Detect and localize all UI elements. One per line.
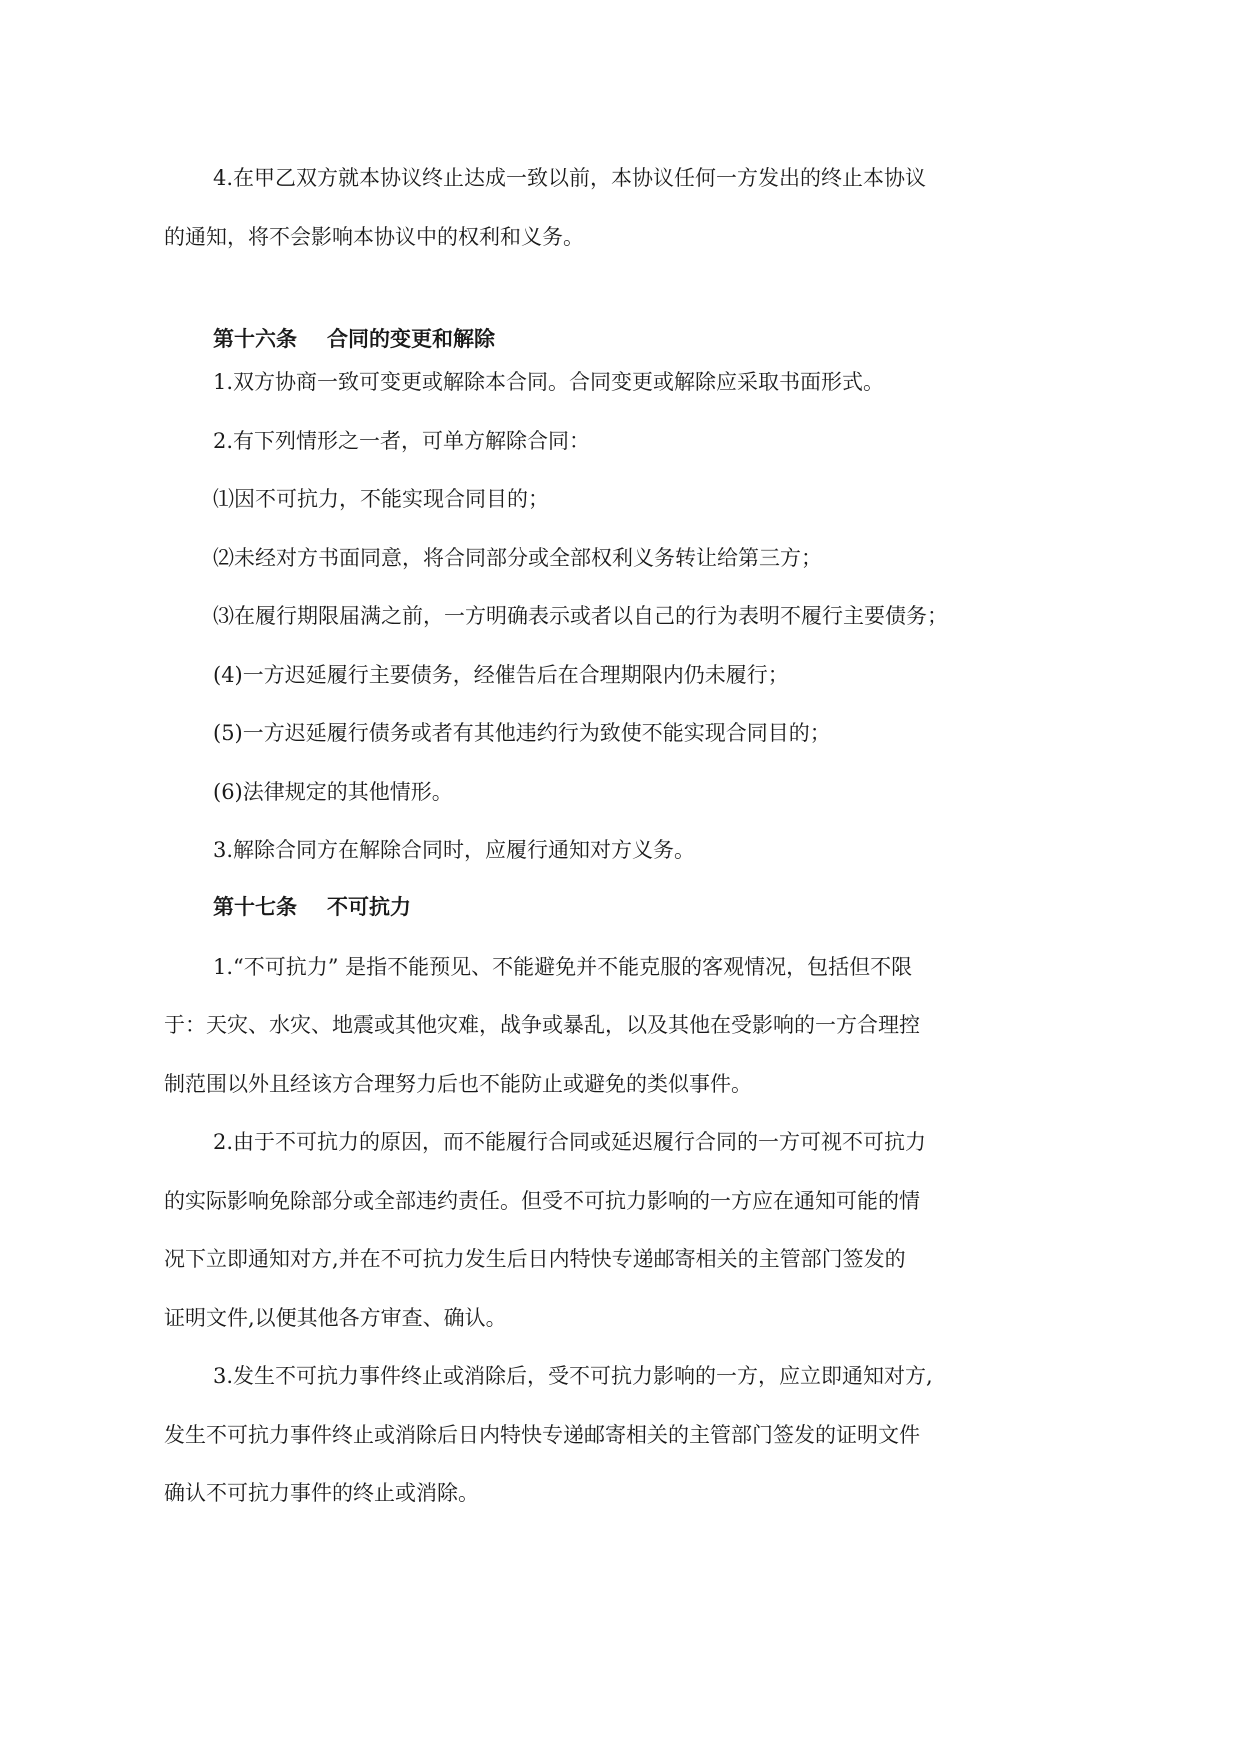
- article-16-sub-5: (5)一方迟延履行债务或者有其他违约行为致使不能实现合同目的；: [213, 721, 831, 745]
- article-17-item-1-line-1: 1.“不可抗力” 是指不能预见、不能避免并不能克服的客观情况，包括但不限: [213, 955, 913, 979]
- article-16-item-1: 1.双方协商一致可变更或解除本合同。合同变更或解除应采取书面形式。: [213, 370, 885, 394]
- article-16-number: 第十六条: [213, 327, 297, 351]
- article-16-item-3: 3.解除合同方在解除合同时，应履行通知对方义务。: [213, 838, 696, 862]
- article-17-number: 第十七条: [213, 895, 297, 919]
- article-16-title: 合同的变更和解除: [327, 327, 495, 351]
- article-16-sub-6: (6)法律规定的其他情形。: [213, 780, 453, 804]
- article-17-heading: [213, 894, 411, 920]
- article-17-item-2-line-3: 况下立即通知对方,并在不可抗力发生后日内特快专递邮寄相关的主管部门签发的: [164, 1247, 906, 1271]
- article-16-item-2: 2.有下列情形之一者，可单方解除合同：: [213, 429, 591, 453]
- article-16-sub-1: ⑴因不可抗力，不能实现合同目的；: [213, 487, 549, 511]
- article-17-item-1-line-3: 制范围以外且经该方合理努力后也不能防止或避免的类似事件。: [164, 1072, 752, 1096]
- article-16-heading: [213, 326, 495, 352]
- article-16-sub-3: ⑶在履行期限届满之前，一方明确表示或者以自己的行为表明不履行主要债务；: [213, 604, 948, 628]
- article-16-sub-4: (4)一方迟延履行主要债务，经催告后在合理期限内仍未履行；: [213, 663, 789, 687]
- article-17-title: 不可抗力: [327, 895, 411, 919]
- article-17-item-3-line-3: 确认不可抗力事件的终止或消除。: [164, 1481, 479, 1505]
- article-17-item-3-line-1: 3.发生不可抗力事件终止或消除后，受不可抗力影响的一方，应立即通知对方,: [213, 1364, 933, 1388]
- article-17-item-2-line-4: 证明文件,以便其他各方审查、确认。: [164, 1306, 507, 1330]
- article-17-item-2-line-1: 2.由于不可抗力的原因，而不能履行合同或延迟履行合同的一方可视不可抗力: [213, 1130, 927, 1154]
- article-16-sub-2: ⑵未经对方书面同意，将合同部分或全部权利义务转让给第三方；: [213, 546, 822, 570]
- clause-15-item-4-line-1: 4.在甲乙双方就本协议终止达成一致以前，本协议任何一方发出的终止本协议: [213, 166, 927, 190]
- clause-15-item-4-line-2: 的通知，将不会影响本协议中的权利和义务。: [164, 225, 584, 249]
- article-17-item-1-line-2: 于：天灾、水灾、地震或其他灾难，战争或暴乱，以及其他在受影响的一方合理控: [164, 1013, 920, 1037]
- article-17-item-2-line-2: 的实际影响免除部分或全部违约责任。但受不可抗力影响的一方应在通知可能的情: [164, 1189, 920, 1213]
- article-17-item-3-line-2: 发生不可抗力事件终止或消除后日内特快专递邮寄相关的主管部门签发的证明文件: [164, 1423, 920, 1447]
